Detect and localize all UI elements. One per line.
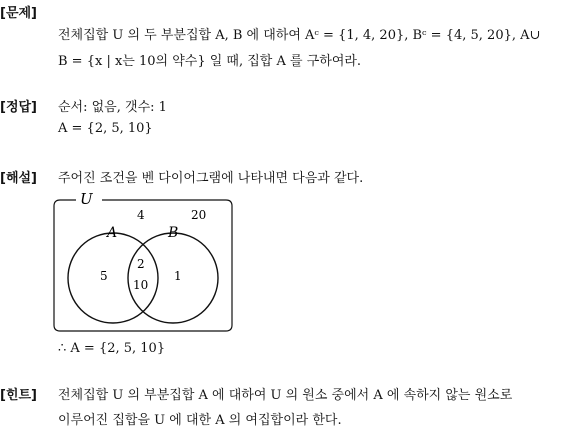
a-only-value: 5 [100, 269, 108, 283]
problem-line-2: B = {x | x는 10의 약수} 일 때, 집합 A 를 구하여라. [58, 54, 362, 69]
hint-line-1: 전체집합 U 의 부분집합 A 에 대하여 U 의 원소 중에서 A 에 속하지 않는 원소로 [58, 388, 513, 403]
hint-tag: [힌트] [0, 388, 37, 403]
b-only-value: 1 [174, 269, 182, 283]
set-a-label: A [107, 225, 118, 241]
explanation-intro: 주어진 조건을 벤 다이어그램에 나타내면 다음과 같다. [58, 171, 364, 186]
intersection-value-2: 10 [133, 278, 149, 292]
answer-tag: [정답] [0, 100, 37, 115]
universe-label: U [80, 190, 93, 208]
intersection-value-1: 2 [137, 257, 145, 271]
problem-line-1: 전체집합 U 의 두 부분집합 A, B 에 대하여 Aᶜ = {1, 4, 20}, Bᶜ = {4, 5, 20}, A∪ [58, 28, 541, 43]
venn-diagram [50, 190, 240, 340]
problem-tag: [문제] [0, 6, 37, 21]
set-b-label: B [168, 225, 179, 241]
answer-value: A = {2, 5, 10} [58, 121, 153, 136]
explanation-tag: [해설] [0, 171, 37, 186]
answer-meta: 순서: 없음, 갯수: 1 [58, 100, 167, 115]
explanation-conclusion: ∴ A = {2, 5, 10} [58, 341, 166, 356]
outside-value-2: 20 [191, 208, 207, 222]
outside-value-1: 4 [137, 208, 145, 222]
hint-line-2: 이루어진 집합을 U 에 대한 A 의 여집합이라 한다. [58, 413, 342, 428]
